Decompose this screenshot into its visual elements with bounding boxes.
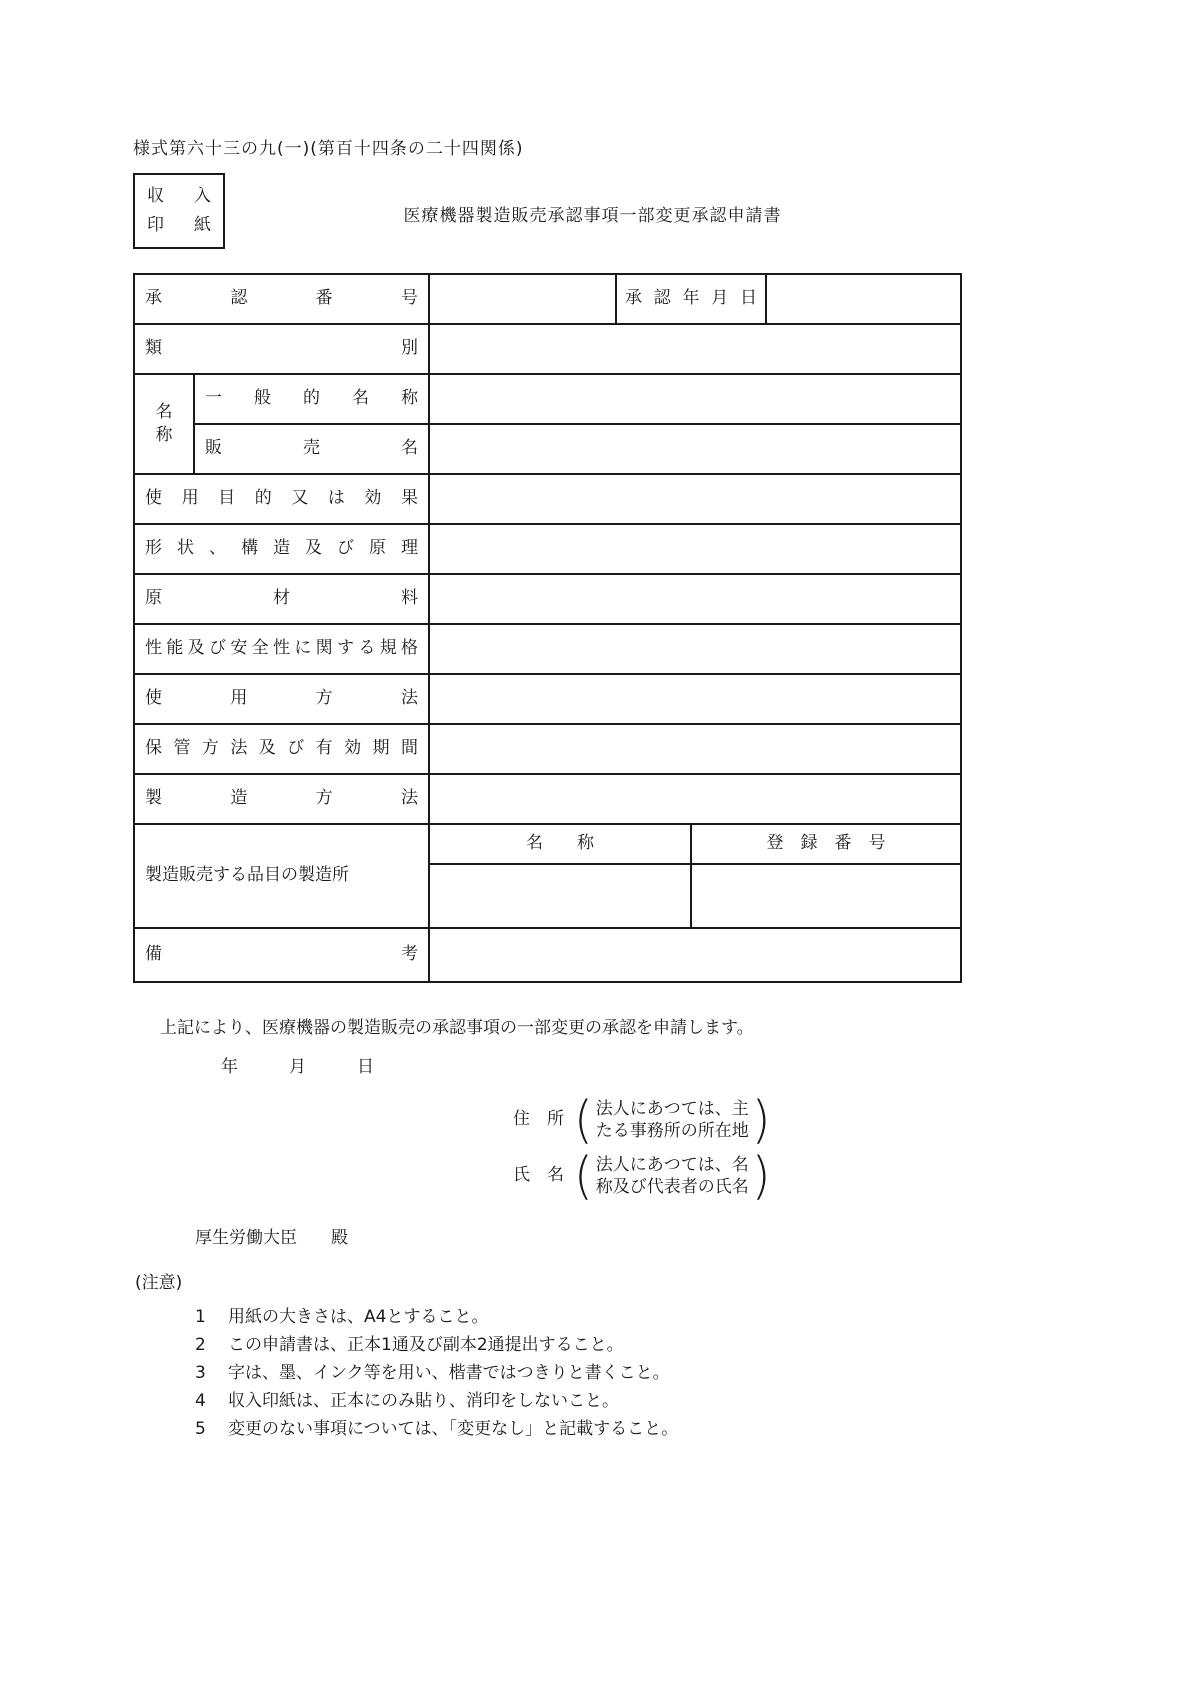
note-number: 5 xyxy=(195,1418,206,1439)
form-title: 医療機器製造販売承認事項一部変更承認申請書 xyxy=(403,205,782,226)
usage-label-cell xyxy=(134,674,429,724)
row-approval-number xyxy=(134,274,961,324)
remarks-value[interactable] xyxy=(429,928,961,982)
performance-label-cell xyxy=(134,624,429,674)
raw-materials-label: 原材料 xyxy=(145,588,418,609)
site-registration-value[interactable] xyxy=(691,864,961,928)
row-intended-use xyxy=(134,474,961,524)
note-text: この申請書は、正本1通及び副本2通提出すること。 xyxy=(228,1334,624,1355)
row-site-header xyxy=(134,824,961,864)
row-category xyxy=(134,324,961,374)
generic-name-label-cell xyxy=(194,374,429,424)
note-item xyxy=(195,1303,960,1331)
approval-number-label-cell xyxy=(134,274,429,324)
address-block xyxy=(513,1090,960,1150)
notes-list xyxy=(195,1303,960,1443)
intended-use-label-cell xyxy=(134,474,429,524)
address-note-line2: たる事務所の所在地 xyxy=(595,1120,749,1141)
usage-value[interactable] xyxy=(429,674,961,724)
usage-label: 使用方法 xyxy=(145,688,418,709)
row-usage xyxy=(134,674,961,724)
category-label-cell xyxy=(134,324,429,374)
note-text: 変更のない事項については、「変更なし」と記載すること。 xyxy=(228,1418,679,1439)
site-name-header: 名 称 xyxy=(429,824,691,864)
name-char-bottom: 称 xyxy=(155,424,173,445)
row-remarks xyxy=(134,928,961,982)
row-structure xyxy=(134,524,961,574)
intended-use-value[interactable] xyxy=(429,474,961,524)
site-name-value[interactable] xyxy=(429,864,691,928)
storage-value[interactable] xyxy=(429,724,961,774)
approval-date-value[interactable] xyxy=(766,274,961,324)
stamp-line-1: 収入 xyxy=(147,185,211,206)
name-note-line1: 法人にあつては、名 xyxy=(595,1154,749,1175)
note-number: 2 xyxy=(195,1334,206,1355)
address-note-line1: 法人にあつては、主 xyxy=(595,1098,749,1119)
declaration-text: 上記により、医療機器の製造販売の承認事項の一部変更の承認を申請します。 xyxy=(160,1017,754,1038)
note-text: 収入印紙は、正本にのみ貼り、消印をしないこと。 xyxy=(228,1390,619,1411)
remarks-label: 備考 xyxy=(145,944,418,965)
brand-name-label-cell xyxy=(194,424,429,474)
minister-line: 厚生労働大臣 殿 xyxy=(195,1227,348,1248)
form-number: 様式第六十三の九(一)(第百十四条の二十四関係) xyxy=(133,139,524,159)
note-text: 用紙の大きさは、A4とすること。 xyxy=(228,1306,489,1327)
category-value[interactable] xyxy=(429,324,961,374)
name-group-label-cell xyxy=(134,374,194,474)
note-text: 字は、墨、インク等を用い、楷書ではつきりと書くこと。 xyxy=(228,1362,670,1383)
note-item xyxy=(195,1359,960,1387)
remarks-label-cell xyxy=(134,928,429,982)
note-item xyxy=(195,1331,960,1359)
close-paren-icon: ) xyxy=(751,1090,771,1150)
note-item xyxy=(195,1387,960,1415)
structure-label-cell xyxy=(134,524,429,574)
note-number: 1 xyxy=(195,1306,206,1327)
structure-label: 形状、構造及び原理 xyxy=(145,538,418,559)
name-note xyxy=(593,1154,752,1198)
brand-name-value[interactable] xyxy=(429,424,961,474)
close-paren-icon: ) xyxy=(751,1146,771,1206)
storage-label-cell xyxy=(134,724,429,774)
header-row xyxy=(133,173,960,249)
address-label: 住 所 xyxy=(513,1109,564,1130)
form-content xyxy=(133,138,960,1443)
application-table xyxy=(133,273,962,983)
name-char-top: 名 xyxy=(155,402,173,422)
manufacturing-value[interactable] xyxy=(429,774,961,824)
generic-name-value[interactable] xyxy=(429,374,961,424)
performance-value[interactable] xyxy=(429,624,961,674)
name-note-line2: 称及び代表者の氏名 xyxy=(595,1176,749,1197)
open-paren-icon: ( xyxy=(574,1090,593,1150)
row-performance xyxy=(134,624,961,674)
row-brand-name xyxy=(134,424,961,474)
performance-label: 性能及び安全性に関する規格 xyxy=(145,638,418,659)
open-paren-icon: ( xyxy=(574,1146,593,1206)
notes-title: (注意) xyxy=(135,1272,183,1293)
row-storage xyxy=(134,724,961,774)
manufacturing-site-label: 製造販売する品目の製造所 xyxy=(145,865,349,886)
manufacturing-site-label-cell xyxy=(134,824,429,928)
manufacturing-label: 製造方法 xyxy=(145,788,418,809)
approval-date-label-cell xyxy=(616,274,766,324)
approval-number-value[interactable] xyxy=(429,274,616,324)
note-item xyxy=(195,1415,960,1443)
row-raw-materials xyxy=(134,574,961,624)
raw-materials-value[interactable] xyxy=(429,574,961,624)
site-registration-header: 登 録 番 号 xyxy=(691,824,961,864)
manufacturing-label-cell xyxy=(134,774,429,824)
raw-materials-label-cell xyxy=(134,574,429,624)
address-note xyxy=(593,1098,752,1142)
stamp-line-2: 印紙 xyxy=(147,215,211,235)
revenue-stamp-box xyxy=(133,173,225,249)
row-generic-name xyxy=(134,374,961,424)
name-label: 氏 名 xyxy=(513,1165,564,1186)
note-number: 4 xyxy=(195,1390,206,1411)
storage-label: 保管方法及び有効期間 xyxy=(145,738,418,759)
name-block xyxy=(513,1146,960,1206)
date-line: 年 月 日 xyxy=(221,1056,374,1077)
structure-value[interactable] xyxy=(429,524,961,574)
approval-date-label: 承認年月日 xyxy=(625,288,757,309)
generic-name-label: 一般的名称 xyxy=(205,388,418,409)
approval-number-label: 承認番号 xyxy=(145,288,418,309)
category-label: 類別 xyxy=(145,338,418,359)
row-manufacturing xyxy=(134,774,961,824)
note-number: 3 xyxy=(195,1362,206,1383)
intended-use-label: 使用目的又は効果 xyxy=(145,488,418,509)
brand-name-label: 販売名 xyxy=(205,438,418,459)
